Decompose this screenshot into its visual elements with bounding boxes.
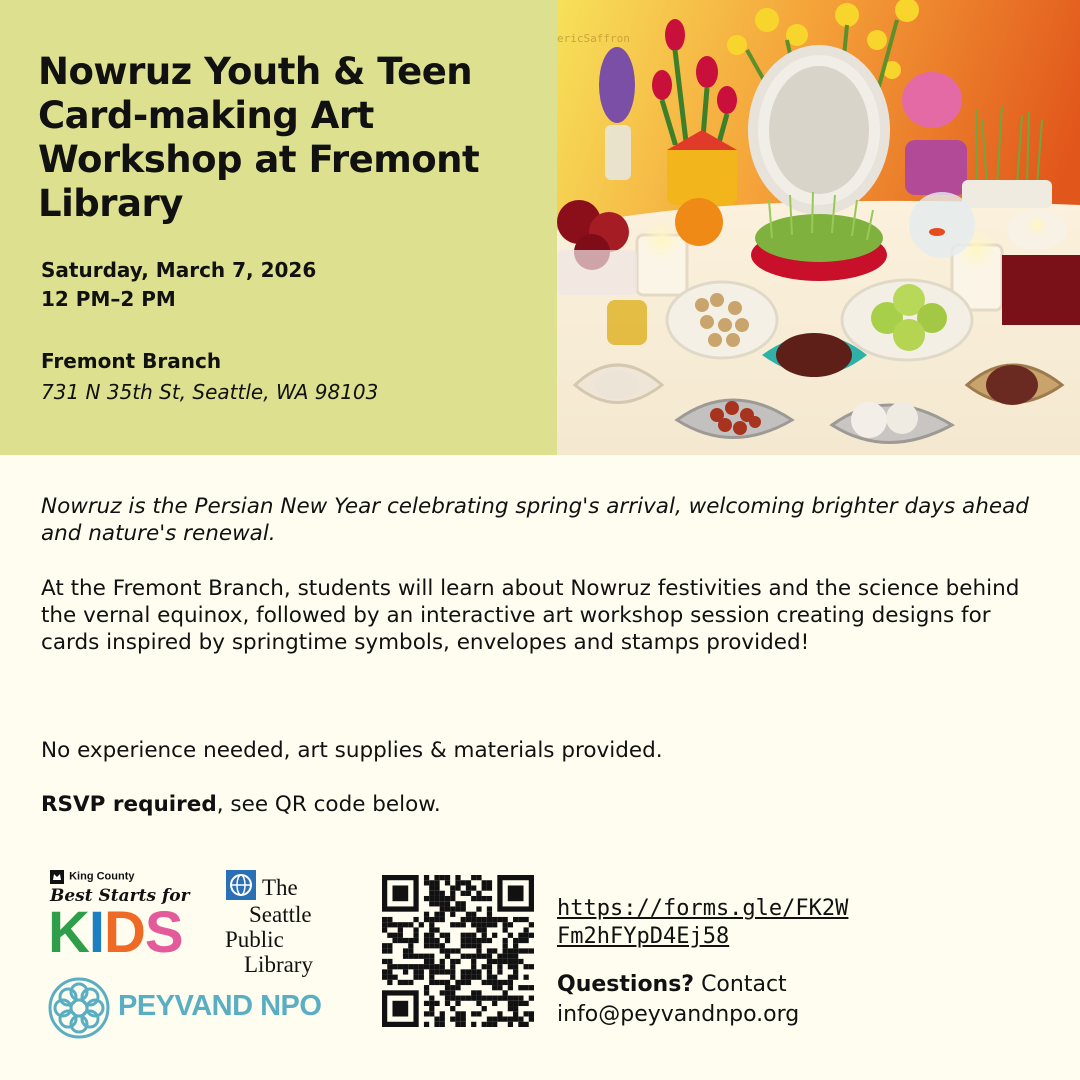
questions-label: Questions? <box>557 972 695 997</box>
intro-paragraph: Nowruz is the Persian New Year celebrating spring's arrival, welcoming brighter days ahead and nature's renewal. <box>41 494 1029 546</box>
event-date: Saturday, March 7, 2026 <box>41 258 317 282</box>
king-county-logo <box>50 866 134 885</box>
globe-book-icon <box>226 870 256 900</box>
photo-watermark: ericSaffron <box>557 32 630 45</box>
rsvp-rest: , see QR code below. <box>216 792 441 817</box>
contact-info <box>557 970 877 1030</box>
spl-the: The <box>262 875 298 900</box>
event-time: 12 PM–2 PM <box>41 287 176 311</box>
contact-email[interactable]: info@peyvandnpo.org <box>557 1002 800 1027</box>
haft-sin-photo <box>557 0 1080 455</box>
details-paragraph: At the Fremont Branch, students will learn about Nowruz festivities and the science behind the vernal equinox, followed by an interactive art workshop session creating designs for cards inspired by springtime symbols, envelopes and stamps provided! <box>41 576 1020 655</box>
king-county-crown-icon <box>50 870 64 884</box>
spl-logo <box>226 870 256 904</box>
king-county-text: King County <box>69 870 135 883</box>
peyvand-mandala-icon <box>46 975 112 1045</box>
no-experience-note: No experience needed, art supplies & materials provided. <box>41 738 663 763</box>
spl-seattle: Seattle <box>249 902 312 927</box>
rsvp-required: RSVP required <box>41 792 217 817</box>
rsvp-link-line2: Fm2hFYpD4Ej58 <box>557 924 730 949</box>
best-starts-text: Best Starts for <box>50 886 190 906</box>
spl-public: Public <box>225 927 284 952</box>
haft-sin-illustration <box>557 0 1080 455</box>
event-date-time <box>41 256 316 314</box>
qr-code[interactable] <box>382 875 534 1027</box>
event-branch: Fremont Branch <box>41 349 222 373</box>
event-title: Nowruz Youth & Teen Card-making Art Workshop at Fremont Library <box>38 50 480 225</box>
peyvand-text: PEYVAND NPO <box>118 990 322 1022</box>
event-address: 731 N 35th St, Seattle, WA 98103 <box>41 380 379 404</box>
rsvp-note <box>41 791 1041 818</box>
questions-contact: Contact <box>694 972 787 997</box>
kids-logo: KIDS <box>48 900 183 965</box>
rsvp-link[interactable] <box>557 895 887 951</box>
rsvp-link-line1: https://forms.gle/FK2W <box>557 896 849 921</box>
spl-library: Library <box>244 952 313 977</box>
